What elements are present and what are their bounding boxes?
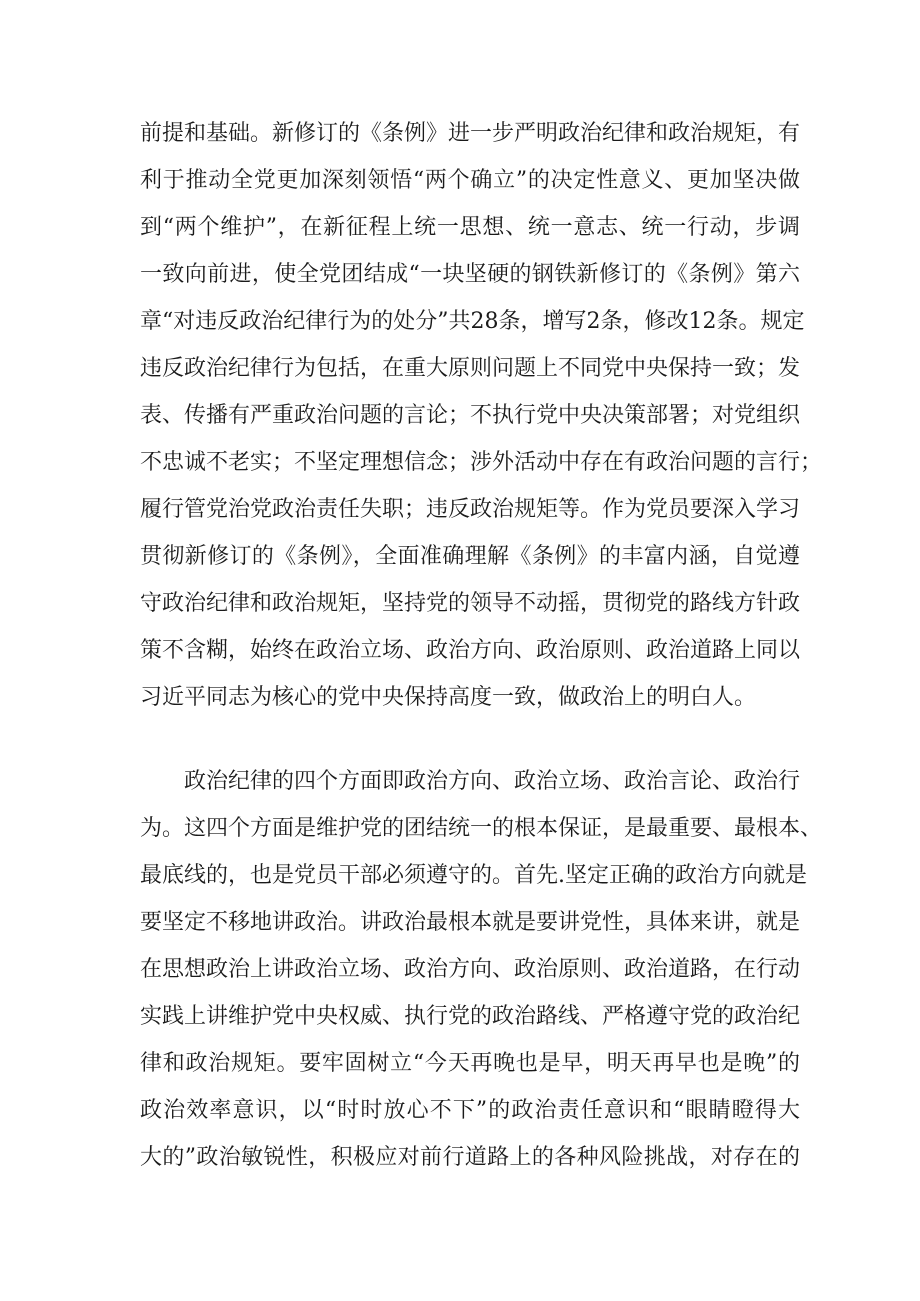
text-line: 履行管党治党政治责任失职；违反政治规矩等。作为党员要深入学习 <box>140 497 801 522</box>
text-line: 到“两个维护”，在新征程上统一思想、统一意志、统一行动，步调 <box>140 215 800 240</box>
paragraph-1 <box>140 110 823 721</box>
text-line: 在思想政治上讲政治立场、政治方向、政治原则、政治道路，在行动 <box>140 957 801 982</box>
paragraph-2 <box>140 758 823 1181</box>
document-body <box>140 110 823 1181</box>
text-line: 实践上讲维护党中央权威、执行党的政治路线、严格遵守党的政治纪 <box>140 1004 801 1029</box>
text-line: 贯彻新修订的《条例》，全面准确理解《条例》的丰富内涵，自觉遵 <box>140 544 800 569</box>
text-line: 不忠诚不老实；不坚定理想信念；涉外活动中存在有政治问题的言行； <box>140 450 823 475</box>
text-line: 前提和基础。新修订的《条例》进一步严明政治纪律和政治规矩，有 <box>140 121 801 146</box>
text-line: 章“对违反政治纪律行为的处分”共28条，增写2条，修改12条。规定 <box>140 309 805 334</box>
text-line: 一致向前进，使全党团结成“一块坚硬的钢铁新修订的《条例》第六 <box>140 262 800 287</box>
text-line: 策不含糊，始终在政治立场、政治方向、政治原则、政治道路上同以 <box>140 638 801 663</box>
text-line: 要坚定不移地讲政治。讲政治最根本就是要讲党性，具体来讲，就是 <box>140 910 801 935</box>
text-line: 利于推动全党更加深刻领悟“两个确立”的决定性意义、更加坚决做 <box>140 168 800 193</box>
text-line: 大的”政治敏锐性，积极应对前行道路上的各种风险挑战，对存在的 <box>140 1145 800 1170</box>
text-line: 违反政治纪律行为包括，在重大原则问题上不同党中央保持一致；发 <box>140 356 801 381</box>
text-line: 表、传播有严重政治问题的言论；不执行党中央决策部署；对党组织 <box>140 403 801 428</box>
paragraph-gap <box>140 721 800 758</box>
text-line: 为。这四个方面是维护党的团结统一的根本保证，是最重要、最根本、 <box>140 816 823 841</box>
text-line: 政治纪律的四个方面即政治方向、政治立场、政治言论、政治行 <box>184 769 801 794</box>
text-line: 习近平同志为核心的党中央保持高度一致，做政治上的明白人。 <box>140 685 757 710</box>
text-line: 政治效率意识，以“时时放心不下”的政治责任意识和“眼睛瞪得大 <box>140 1098 800 1123</box>
text-line: 守政治纪律和政治规矩，坚持党的领导不动摇，贯彻党的路线方针政 <box>140 591 801 616</box>
text-line: 最底线的，也是党员干部必须遵守的。首先.坚定正确的政治方向就是 <box>140 863 807 888</box>
text-line: 律和政治规矩。要牢固树立“今天再晚也是早，明天再早也是晚”的 <box>140 1051 800 1076</box>
